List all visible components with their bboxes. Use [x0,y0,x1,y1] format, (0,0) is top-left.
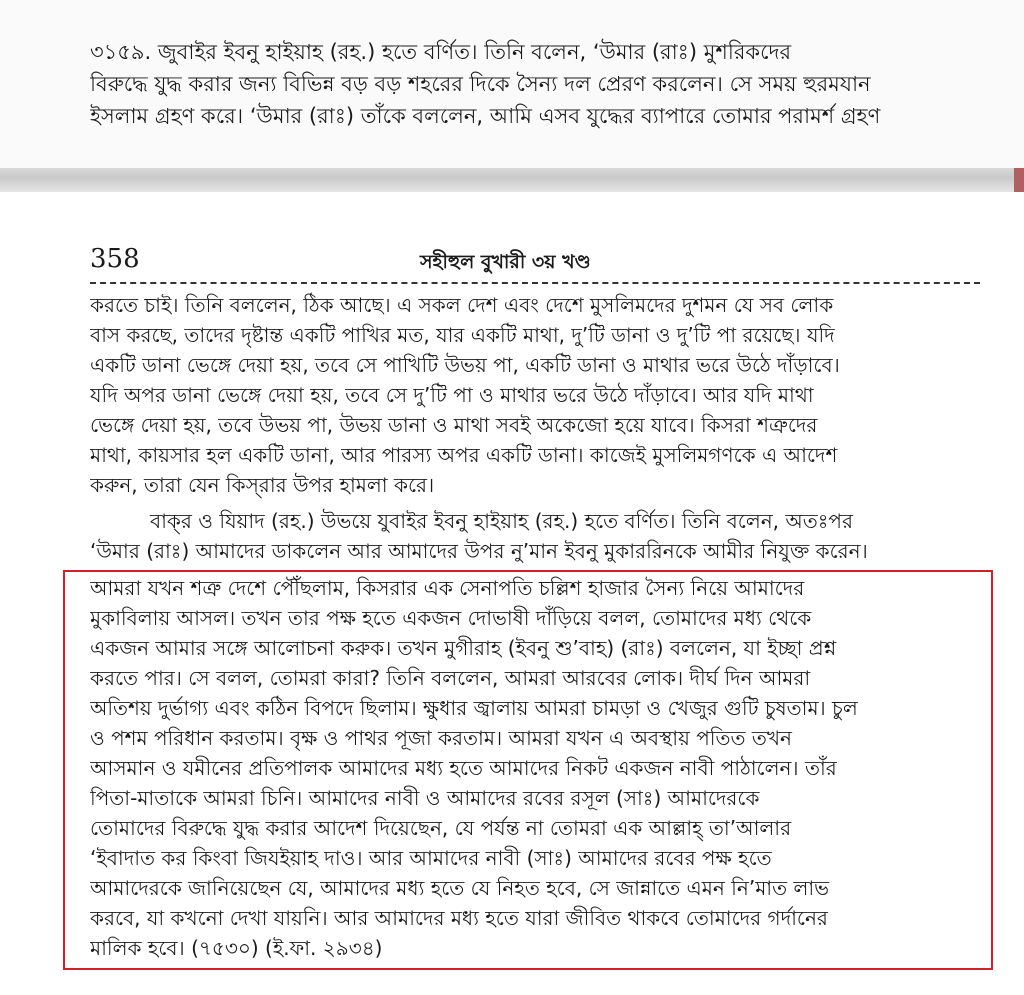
body-line-6: মাথা, কায়সার হল একটি ডানা, আর পারস্য অপর একটি ডানা। কাজেই মুসলিমগণকে এ আদেশ [90,443,838,467]
body-line-4: যদি অপর ডানা ভেঙ্গে দেয়া হয়, তবে সে দু’টি পা ও মাথার ভরে উঠে দাঁড়াবে। আর যদি মাথা [90,383,814,407]
body-line-2: বাস করছে, তাদের দৃষ্টান্ত একটি পাখির মত, যার একটি মাথা, দু’টি ডানা ও দু’টি পা রয়েছে। যদি [90,323,835,347]
highlighted-line-4: করতে পার। সে বলল, তোমরা কারা? তিনি বললেন, আমরা আরবের লোক। দীর্ঘ দিন আমরা [90,666,811,690]
highlighted-line-7: আসমান ও যমীনের প্রতিপালক আমাদের মধ্য হতে আমাদের নিকট একজন নাবী পাঠালেন। তাঁর [90,756,837,780]
previous-page-line-1: ৩১৫৯. জুবাইর ইবনু হাইয়াহ (রহ.) হতে বর্ণিত। তিনি বলেন, ‘উমার (রাঃ) মুশরিকদের [90,40,792,64]
highlighted-line-10: ‘ইবাদাত কর কিংবা জিযইয়াহ দাও। আর আমাদের নাবী (সাঃ) আমাদের রবের পক্ষ হতে [90,846,772,870]
highlighted-line-13: মালিক হবে। (৭৫৩০) (ই.ফা. ২৯৩৪) [90,936,383,960]
highlighted-line-12: করবে, যা কখনো দেখা যায়নি। আর আমাদের মধ্য হতে যারা জীবিত থাকবে তোমাদের গর্দানের [90,906,828,930]
previous-page-line-2: বিরুদ্ধে যুদ্ধ করার জন্য বিভিন্ন বড় বড় শহরের দিকে সৈন্য দল প্রেরণ করলেন। সে সময় হুরমযান [90,72,871,96]
body-line-9: ‘উমার (রাঃ) আমাদের ডাকলেন আর আমাদের উপর নু’মান ইবনু মুকাররিনকে আমীর নিযুক্ত করেন। [90,539,868,563]
book-page [30,192,1010,987]
header-rule [90,282,980,284]
previous-page-fragment [0,0,1024,170]
body-line-3: একটি ডানা ভেঙ্গে দেয়া হয়, তবে সে পাখিটি উভয় পা, একটি ডানা ও মাথার ভরে উঠে দাঁড়াবে। [90,353,840,377]
body-line-8: বাক্‌র ও যিয়াদ (রহ.) উভয়ে যুবাইর ইবনু হাইয়াহ (রহ.) হতে বর্ণিত। তিনি বলেন, অতঃপর [150,509,853,533]
body-line-7: করুন, তারা যেন কিস্‌রার উপর হামলা করে। [90,473,435,497]
running-head: সহীহুল বুখারী ৩য় খণ্ড [420,251,591,273]
highlighted-line-5: অতিশয় দুর্ভাগ্য এবং কঠিন বিপদে ছিলাম। ক্ষুধার জ্বালায় আমরা চামড়া ও খেজুর গুটি চুষতাম। চুল [90,696,858,720]
page-number: 358 [90,244,140,274]
previous-page-line-3: ইসলাম গ্রহণ করে। ‘উমার (রাঃ) তাঁকে বললেন, আমি এসব যুদ্ধের ব্যাপারে তোমার পরামর্শ গ্রহণ [90,104,881,128]
highlighted-line-6: ও পশম পরিধান করতাম। বৃক্ষ ও পাথর পূজা করতাম। আমরা যখন এ অবস্থায় পতিত তখন [90,726,792,750]
page-divider [0,168,1024,192]
highlighted-line-1: আমরা যখন শত্রু দেশে পৌঁছলাম, কিসরার এক সেনাপতি চল্লিশ হাজার সৈন্য নিয়ে আমাদের [90,576,805,600]
highlighted-line-8: পিতা-মাতাকে আমরা চিনি। আমাদের নাবী ও আমাদের রবের রসূল (সাঃ) আমাদেরকে [90,786,760,810]
highlighted-line-11: আমাদেরকে জানিয়েছেন যে, আমাদের মধ্য হতে যে নিহত হবে, সে জান্নাতে এমন নি’মাত লাভ [90,876,830,900]
highlighted-line-2: মুকাবিলায় আসল। তখন তার পক্ষ হতে একজন দোভাষী দাঁড়িয়ে বলল, তোমাদের মধ্য থেকে [90,606,812,630]
divider-edge-marker [1014,168,1024,192]
body-line-5: ভেঙ্গে দেয়া হয়, তবে উভয় পা, উভয় ডানা ও মাথা সবই অকেজো হয়ে যাবে। কিসরা শত্রুদের [90,413,818,437]
highlighted-line-9: তোমাদের বিরুদ্ধে যুদ্ধ করার আদেশ দিয়েছেন, যে পর্যন্ত না তোমরা এক আল্লাহ্ তা’আলার [90,816,792,840]
highlighted-line-3: একজন আমার সঙ্গে আলোচনা করুক। তখন মুগীরাহ (ইবনু শু’বাহ) (রাঃ) বললেন, যা ইচ্ছা প্রশ্ন [90,636,837,660]
body-line-1: করতে চাই। তিনি বললেন, ঠিক আছে। এ সকল দেশ এবং দেশে মুসলিমদের দুশমন যে সব লোক [90,293,834,317]
